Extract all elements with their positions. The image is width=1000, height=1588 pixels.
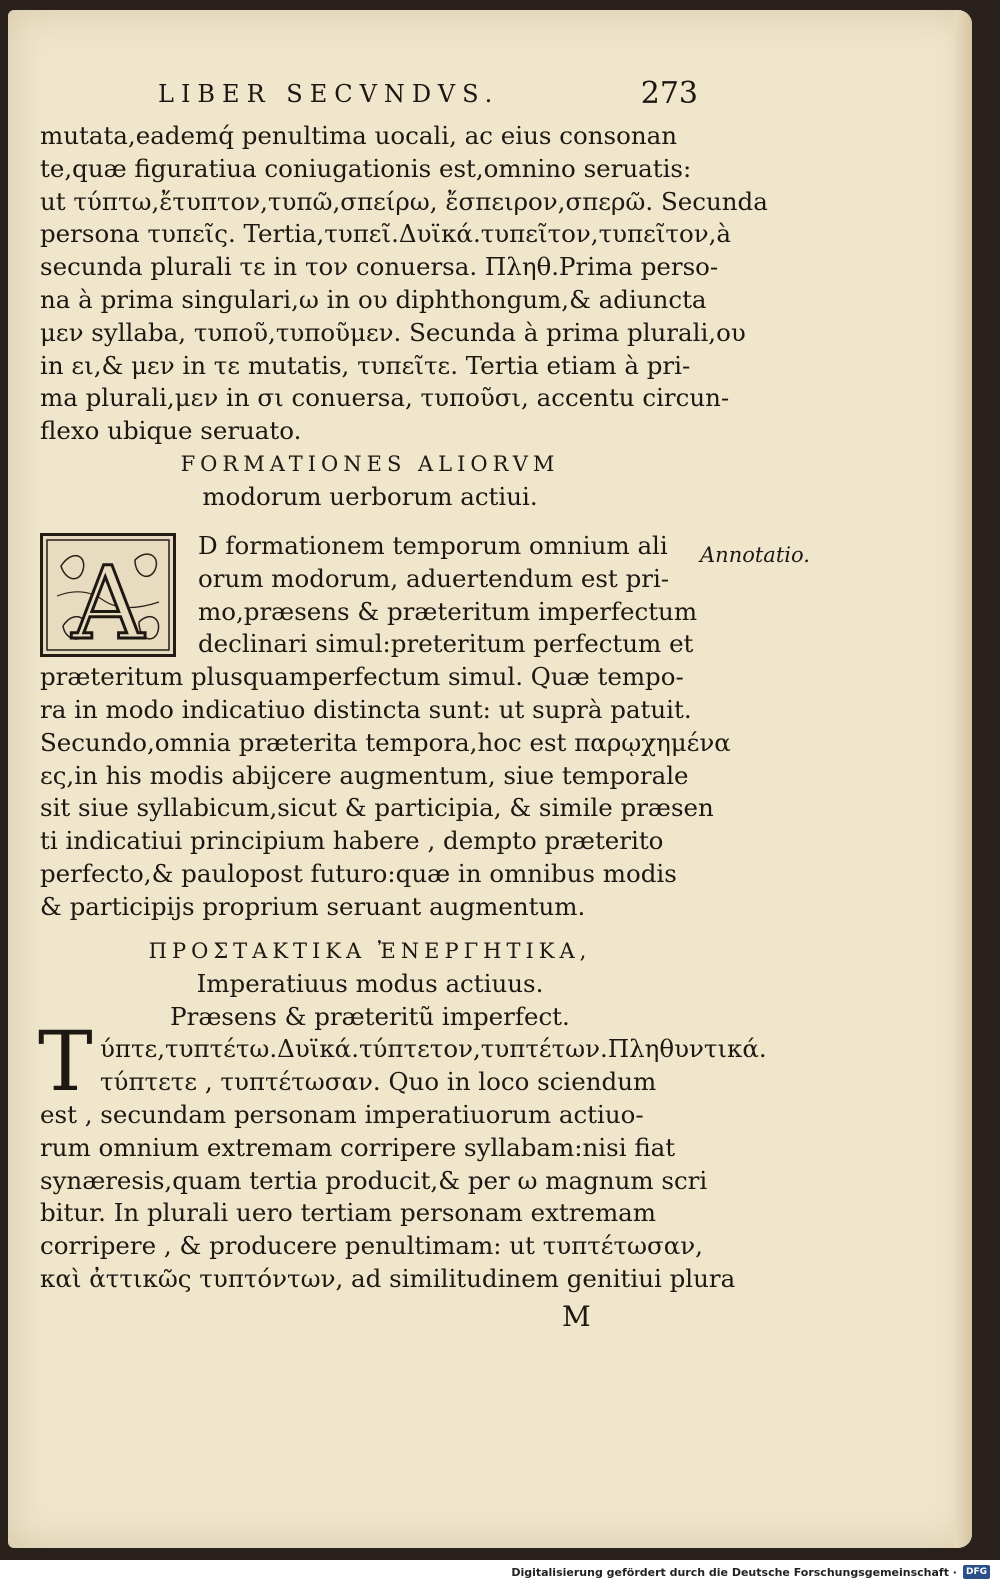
text-line: corripere , & producere penultimam: ut τυπτέτωσαν, xyxy=(40,1231,703,1261)
marginal-note: Annotatio. xyxy=(700,543,810,567)
section-heading-caps: FORMATIONES ALIORVM xyxy=(180,451,560,476)
running-head xyxy=(158,76,698,112)
text-line: persona τυπεῖς. Tertia,τυπεῖ.Δυϊκά.τυπεῖτον,τυπεῖτον,à xyxy=(40,219,732,249)
text-line: in ει,& μεν in τε mutatis, τυπεῖτε. Tertia etiam à pri- xyxy=(40,350,691,380)
running-head-title: LIBER SECVNDVS. xyxy=(158,80,500,108)
text-line: synæresis,quam tertia producit,& per ω magnum scri xyxy=(40,1165,708,1195)
top-paragraph xyxy=(40,120,768,514)
text-line: ma plurali,μεν in σι conuersa, τυποῦσι, accentu circun- xyxy=(40,383,730,413)
footer-text: Digitalisierung gefördert durch die Deutsche Forschungsgemeinschaft · xyxy=(511,1565,957,1579)
subheading: Imperatiuus modus actiuus. xyxy=(196,968,544,998)
second-paragraph xyxy=(40,530,731,924)
text-line: præteritum plusquamperfectum simul. Quæ tempo- xyxy=(40,662,684,692)
text-line: & participijs proprium seruant augmentum. xyxy=(40,891,586,921)
subheading: Præsens & præteritũ imperfect. xyxy=(170,1001,570,1031)
page-edge xyxy=(954,10,972,1548)
text-line: rum omnium extremam corripere syllabam:nisi fiat xyxy=(40,1132,676,1162)
initial-letter: A xyxy=(71,545,145,662)
text-line: D formationem temporum omnium ali xyxy=(198,531,668,560)
text-line: καὶ ἀττικῶς τυπτόντων, ad similitudinem genitiui plura xyxy=(40,1263,736,1293)
text-line: mo,præsens & præteritum imperfectum xyxy=(198,596,698,626)
text-line: μεν syllaba, τυποῦ,τυποῦμεν. Secunda à prima plurali,ου xyxy=(40,317,746,347)
dfg-logo: DFG xyxy=(963,1565,990,1579)
text-line: secunda plurali τε in τον conuersa. Πληθ.Prima perso- xyxy=(40,252,719,282)
text-line: ut τύπτω,ἔτυπτον,τυπῶ,σπείρω, ἔσπειρον,σπερῶ. Secunda xyxy=(40,186,768,216)
text-line: mutata,eademq́ penultima uocali, ac eius consonan xyxy=(40,121,678,150)
text-line: flexo ubique seruato. xyxy=(40,416,302,446)
section-heading-rest: modorum uerborum actiui. xyxy=(202,481,538,511)
footer-credit xyxy=(511,1564,990,1580)
imperative-section xyxy=(40,935,767,1296)
text-line: te,quæ figuratiua coniugationis est,omnino seruatis: xyxy=(40,153,692,183)
initial-letter-t: T xyxy=(38,1015,93,1110)
text-line: est , secundam personam imperatiuorum actiuo- xyxy=(40,1099,644,1129)
text-line: orum modorum, aduertendum est pri- xyxy=(198,563,670,593)
text-line: na à prima singulari,ω in ου diphthongum,& adiuncta xyxy=(40,284,707,314)
text-line: τύπτετε , τυπτέτωσαν. Quo in loco sciendum xyxy=(100,1067,657,1097)
text-line: ti indicatiui principium habere , dempto præterito xyxy=(40,826,664,856)
signature-mark: M xyxy=(562,1300,591,1333)
text-line: bitur. In plurali uero tertiam personam extremam xyxy=(40,1198,657,1228)
page-number: 273 xyxy=(640,76,698,111)
text-line: ύπτε,τυπτέτω.Δυϊκά.τύπτετον,τυπτέτων.Πληθυντικά. xyxy=(100,1034,767,1064)
text-line: perfecto,& paulopost futuro:quæ in omnibus modis xyxy=(40,858,677,888)
greek-heading: ΠΡΟΣΤΑΚΤΙΚΑ ἘΝΕΡΓΗΤΙΚΑ, xyxy=(148,939,592,963)
text-line: ες,in his modis abijcere augmentum, siue temporale xyxy=(40,760,689,790)
text-line: ra in modo indicatiuo distincta sunt: ut suprà patuit. xyxy=(40,694,692,724)
text-line: Secundo,omnia præterita tempora,hoc est παρῳχημένα xyxy=(40,727,731,757)
text-line: sit siue syllabicum,sicut & participia, & simile præsen xyxy=(40,793,714,823)
text-line: declinari simul:preteritum perfectum et xyxy=(198,629,694,659)
